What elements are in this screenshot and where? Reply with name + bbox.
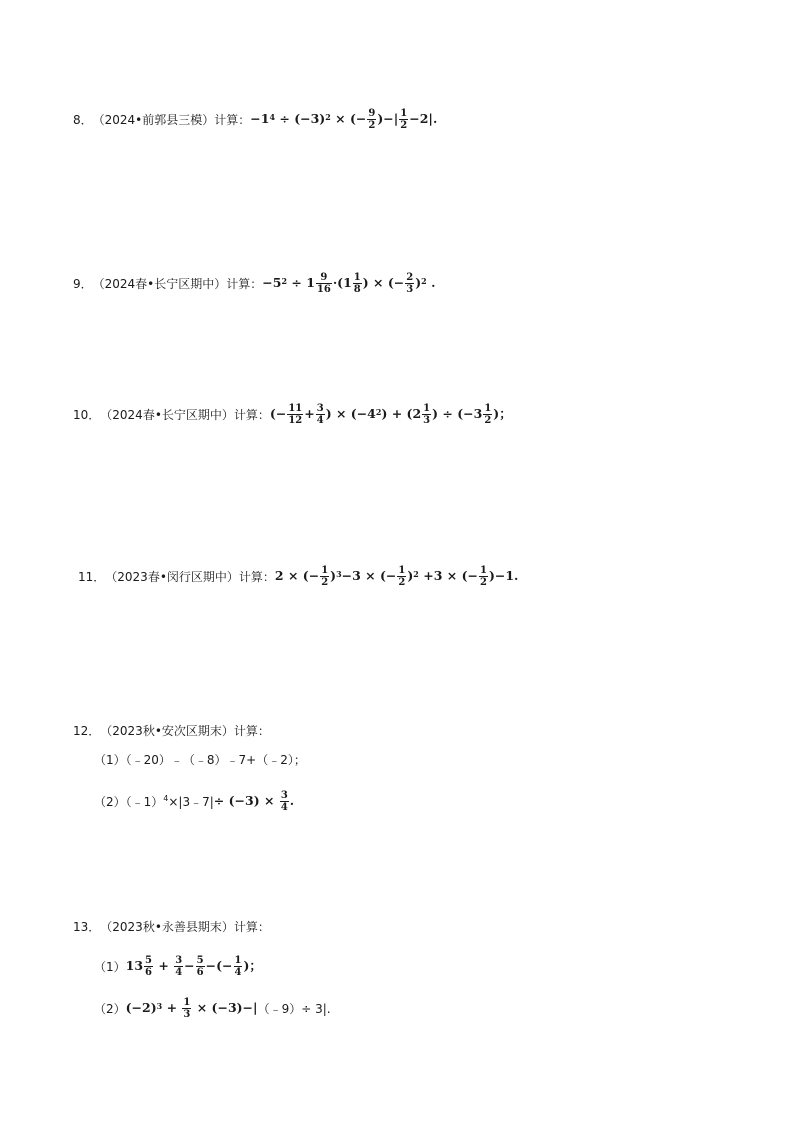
expr-part: +3 × (− [418,568,478,583]
exponent: 2 [421,276,427,286]
math-expression [270,403,512,426]
numerator: 1 [484,403,492,414]
denominator: 2 [400,120,408,131]
fraction [182,997,191,1020]
denominator: 3 [406,284,414,295]
denominator: 4 [234,967,242,978]
expr-part: ÷ (−3) × [213,793,279,808]
expr-part: − [184,958,195,973]
fraction [316,272,332,295]
denominator: 2 [479,577,487,588]
expr-part: ) [415,275,422,290]
question-prompt: 计算： [226,276,263,291]
numerator: 1 [234,955,242,966]
question-number: 12． [73,724,101,738]
fraction [353,272,362,295]
numerator: 1 [423,403,431,414]
question-source: （2023春•闵行区期中） [105,569,239,584]
question-10 [73,403,512,426]
fraction [316,403,325,426]
exponent: 2 [281,276,288,286]
expr-part: ) [407,568,414,583]
fraction [174,955,183,978]
numerator: 5 [196,955,204,966]
expr-part: . [426,275,436,290]
expr-part: −(− [205,958,233,973]
expr-part: ÷ 1 [287,275,315,290]
denominator: 2 [398,577,406,588]
denominator: 6 [145,967,153,978]
math-expression [214,790,294,813]
question-11 [78,565,518,588]
question-12-part-1: （1）（﹣20）﹣（﹣8）﹣7+（﹣2）； [94,753,306,767]
exponent: 3 [156,1001,163,1011]
question-source: （2024春•长宁区期中） [92,276,227,291]
numerator: 3 [280,790,288,801]
expr-part: )； [493,406,512,421]
expr-part: . [289,793,295,808]
exponent: 3 [336,569,342,579]
numerator: 1 [398,565,406,576]
question-13-part-1 [94,955,262,978]
fraction [397,565,406,588]
math-expression [250,108,437,131]
fraction [287,403,303,426]
denominator: 2 [484,415,492,426]
denominator: 8 [353,284,361,295]
fraction [405,272,414,295]
numerator: 3 [175,955,183,966]
expr-part: + [304,406,315,421]
expr-part: 2 × (− [274,568,320,583]
expr-part: (− [269,406,287,421]
question-prompt: 计算： [233,724,270,738]
expr-part: ) + (2 [381,406,422,421]
expr-part: )−| [377,111,399,126]
expr-part: −5 [262,275,282,290]
expr-part: ) × (−4 [325,406,376,421]
numerator: 1 [353,272,361,283]
expr-part: ) ÷ (−3 [432,406,483,421]
question-prompt: 计算： [233,920,270,934]
question-prompt: 计算： [233,407,270,422]
denominator: 4 [280,802,288,813]
fraction [144,955,153,978]
part-label: （1） [94,959,126,974]
part-label: （2）（﹣1） [94,794,164,809]
denominator: 3 [423,415,431,426]
question-source: （2024•前郭县三模） [92,112,215,127]
fraction [367,108,376,131]
numerator: 9 [368,108,376,119]
expr-part: ) [330,568,337,583]
expr-part: × (− [330,111,367,126]
numerator: 3 [316,403,324,414]
fraction [479,565,488,588]
math-expression [126,955,262,978]
question-9 [73,272,435,295]
denominator: 6 [196,967,204,978]
numerator: 2 [406,272,414,283]
expr-part: −2|. [409,111,438,126]
numerator: 9 [320,272,328,283]
expr-part: × (−3)−| [192,1000,258,1015]
question-number: 9． [73,276,93,291]
expr-part: )； [243,958,262,973]
exponent: 2 [375,407,382,417]
question-prompt: 计算： [214,112,251,127]
expr-part: + [162,1000,182,1015]
question-12-part-2: （2）（﹣1） $^4$ ×|3﹣7| ÷ (−3) × $\frac{3}{4}$ . [94,790,295,813]
fraction [320,565,329,588]
numerator: 11 [288,403,303,414]
expr-part: ×|3﹣7| [168,794,214,809]
numerator: 1 [479,565,487,576]
exponent: 2 [413,569,419,579]
expr-part: ÷ (−3) [275,111,326,126]
expr-part: 13 [125,958,144,973]
question-number: 11． [78,569,106,584]
question-number: 13． [73,920,101,934]
fraction [399,108,408,131]
math-expression [262,272,435,295]
question-source: （2023秋•永善县期末） [100,920,234,934]
question-13 [73,919,270,935]
expr-part: （﹣9）÷ 3|. [257,1001,331,1016]
expr-part: + [154,958,174,973]
numerator: 1 [321,565,329,576]
denominator: 2 [321,577,329,588]
math-expression [126,997,258,1020]
expr-part: ) × (− [362,275,405,290]
expr-part: )−1. [488,568,519,583]
fraction [422,403,431,426]
question-number: 10． [73,407,101,422]
part-label: （2） [94,1001,126,1016]
expr-part: −3 × (− [341,568,397,583]
expr-part: ·(1 [332,275,352,290]
expr-part: (−2) [125,1000,157,1015]
numerator: 1 [400,108,408,119]
numerator: 5 [145,955,153,966]
denominator: 4 [316,415,324,426]
fraction [280,790,289,813]
denominator: 4 [175,967,183,978]
math-expression [275,565,518,588]
question-prompt: 计算： [238,569,275,584]
fraction [234,955,243,978]
fraction [196,955,205,978]
exponent: 2 [325,112,331,122]
question-number: 8． [73,112,93,127]
denominator: 2 [368,120,376,131]
question-source: （2023秋•安次区期末） [100,724,234,738]
question-source: （2024春•长宁区期中） [100,407,234,422]
expr-part: −1 [250,111,270,126]
fraction [483,403,492,426]
denominator: 3 [183,1009,191,1020]
question-13-part-2 [94,997,331,1020]
numerator: 1 [183,997,191,1008]
question-8 [73,108,437,131]
denominator: 12 [288,415,303,426]
exponent: 4 [269,112,276,122]
denominator: 16 [316,284,331,295]
question-12 [73,723,270,739]
